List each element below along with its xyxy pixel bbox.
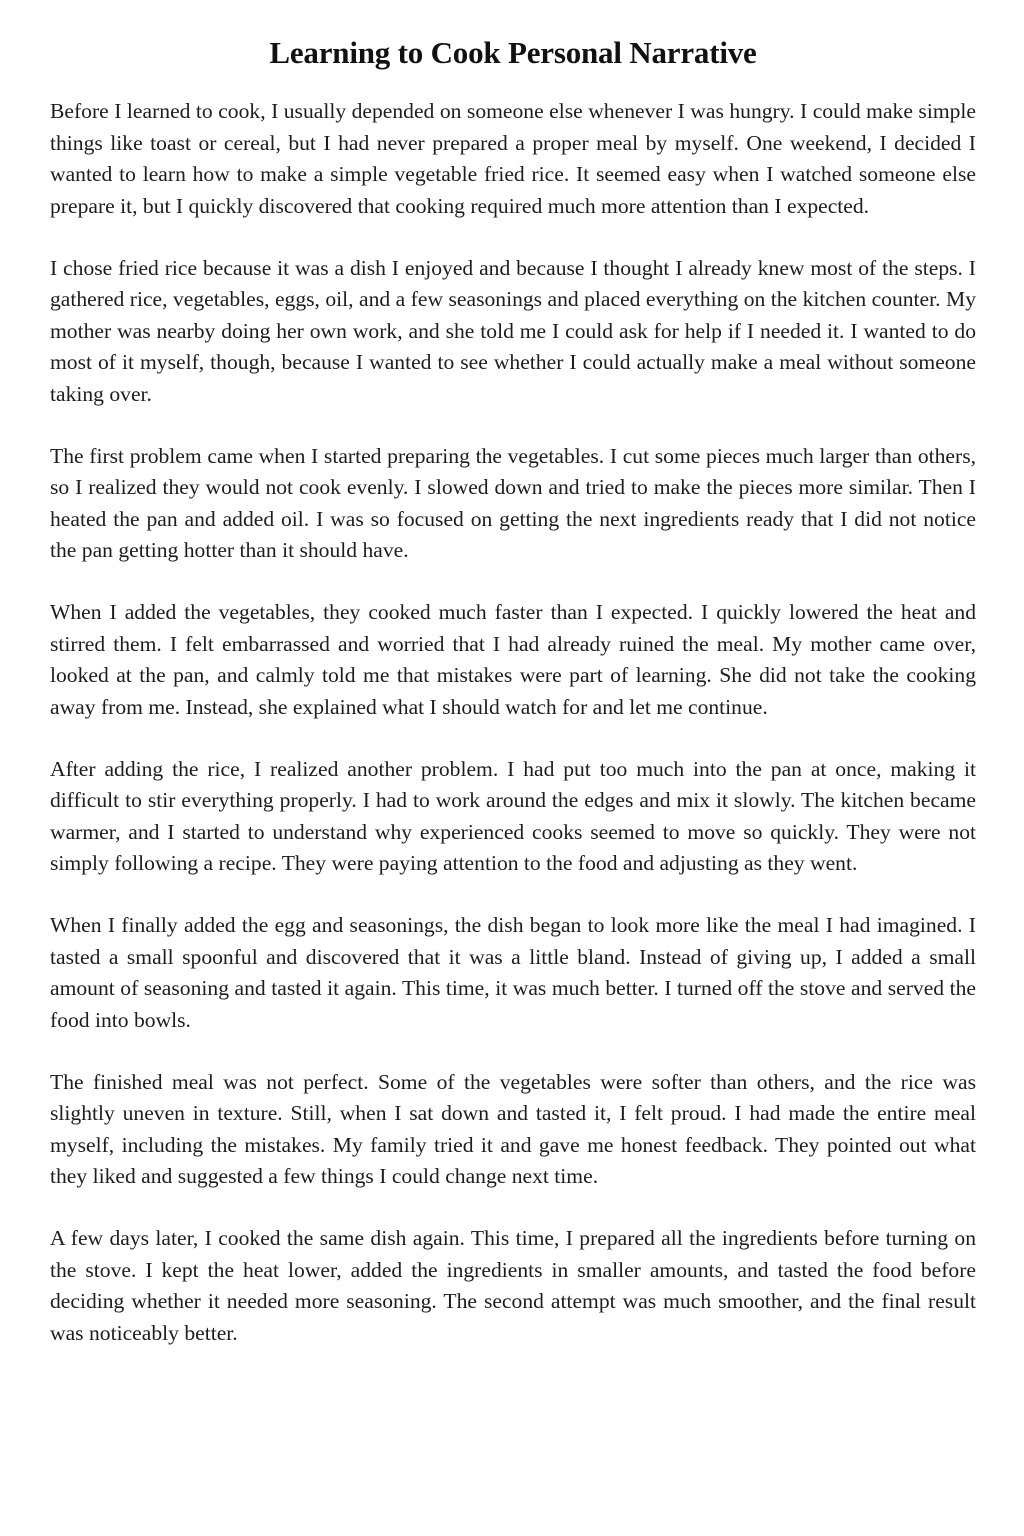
document-title: Learning to Cook Personal Narrative (269, 35, 757, 70)
paragraph-5: After adding the rice, I realized another problem. I had put too much into the pan at once, making it difficult to stir everything properly. I had to work around the edges and mix it slowly. The kitchen became warmer, and I started to understand why experienced cooks seemed to move so quickly. They were not simply following a recipe. They were paying attention to the food and adjusting as they went. (50, 756, 976, 875)
paragraph-4: When I added the vegetables, they cooked much faster than I expected. I quickly lowered the heat and stirred them. I felt embarrassed and worried that I had already ruined the meal. My mother came over, looked at the pan, and calmly told me that mistakes were part of learning. She did not take the cooking away from me. Instead, she explained what I should watch for and let me continue. (50, 600, 976, 719)
document-body (50, 96, 976, 1349)
paragraph-1: Before I learned to cook, I usually depended on someone else whenever I was hungry. I could make simple things like toast or cereal, but I had never prepared a proper meal by myself. One weekend, I decided I wanted to learn how to make a simple vegetable fried rice. It seemed easy when I watched someone else prepare it, but I quickly discovered that cooking required much more attention than I expected. (50, 99, 976, 218)
document-page (50, 0, 976, 1380)
paragraph-2: I chose fried rice because it was a dish I enjoyed and because I thought I already knew most of the steps. I gathered rice, vegetables, eggs, oil, and a few seasonings and placed everything on the kitchen counter. My mother was nearby doing her own work, and she told me I could ask for help if I needed it. I wanted to do most of it myself, though, because I wanted to see whether I could actually make a meal without someone taking over. (50, 255, 976, 406)
paragraph-6: When I finally added the egg and seasonings, the dish began to look more like the meal I had imagined. I tasted a small spoonful and discovered that it was a little bland. Instead of giving up, I added a small amount of seasoning and tasted it again. This time, it was much better. I turned off the stove and served the food into bowls. (50, 913, 976, 1032)
paragraph-7: The finished meal was not perfect. Some of the vegetables were softer than others, and the rice was slightly uneven in texture. Still, when I sat down and tasted it, I felt proud. I had made the entire meal myself, including the mistakes. My family tried it and gave me honest feedback. They pointed out what they liked and suggested a few things I could change next time. (50, 1069, 976, 1188)
paragraph-3: The first problem came when I started preparing the vegetables. I cut some pieces much larger than others, so I realized they would not cook evenly. I slowed down and tried to make the pieces more similar. Then I heated the pan and added oil. I was so focused on getting the next ingredients ready that I did not notice the pan getting hotter than it should have. (50, 443, 976, 562)
paragraph-8: A few days later, I cooked the same dish again. This time, I prepared all the ingredients before turning on the stove. I kept the heat lower, added the ingredients in smaller amounts, and tasted the food before deciding whether it needed more seasoning. The second attempt was much smoother, and the final result was noticeably better. (50, 1226, 976, 1345)
